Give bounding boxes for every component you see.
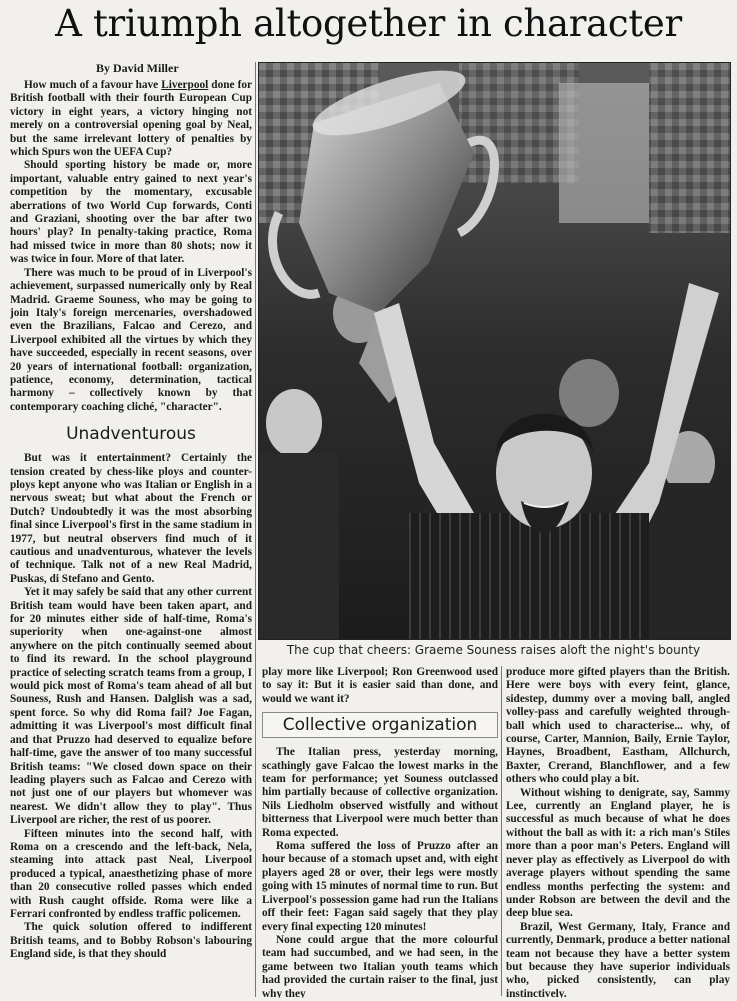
paragraph: But was it entertainment? Certainly the tension created by chess-like ploys and counter-ploys kept anyone who was Italian or English in a nervous sweat; but what about the French or Dutch? Undoubtedly it was the most absorbing final since Liverpool's first in the same stadium in 1977, but neutral observers find much of it cautious and unadventurous, whatever the levels of technique. Talk not of a new Real Madrid, Puskas, di Stefano and Gento. <box>10 452 252 585</box>
paragraph: Fifteen minutes into the second half, with Roma on a crescendo and the left-back, Nela, steaming into attack past Neal, Liverpool produced a typical, anaesthetizing phase of more than 20 consecutive rolled passes which ended with Rush caught offside. Roma were like a Ferrari confronted by endless traffic policemen. <box>10 827 252 920</box>
photo-illustration <box>259 63 730 639</box>
paragraph: Without wishing to denigrate, say, Sammy Lee, currently an England player, he is successful as much because of what he does without the ball as with it: a rich man's Stiles more than a poor man's Peters. England will never play as effectively as Liverpool do with average players without spending the same endless months perfecting the system: and under Robson are between the devil and the deep blue sea. <box>506 786 730 920</box>
text-run: done for British football with their fourth European Cup victory in eight years, a victory hinging not merely on a controversial opening goal by Neal, but the same irrelevant lottery of penalties by which Spurs won the UEFA Cup? <box>10 79 252 159</box>
liverpool-underlined: Liverpool <box>161 79 209 91</box>
article-column-1 <box>10 75 252 995</box>
paragraph: Should sporting history be made or, more important, valuable entry gained to next year's competition by the momentary, excusable aberrations of two World Cup forwards, Conti and Graziani, shooting over the bar after two hours' play? In penalty-taking practice, Roma had missed twice in more than 80 shots; now it was twice in four. More of that later. <box>10 159 252 266</box>
paragraph: play more like Liverpool; Ron Greenwood used to say it: But it is easier said than done, and would we want it? <box>262 666 498 705</box>
paragraph: produce more gifted players than the British. Here were boys with every feint, glance, sidestep, dummy over a moving ball, angled volley-pass and carefully weighted through-ball which used to characterise... why, of course, Carter, Mannion, Baily, Ernie Taylor, Haynes, Broadbent, Eastham, Allchurch, Baxter, Crerand, Blanchflower, and a few others who could play a bit. <box>506 666 730 786</box>
subheading-collective-organization: Collective organization <box>262 712 498 738</box>
celebration-photo <box>258 62 731 640</box>
column-rule <box>255 62 256 997</box>
photo-caption: The cup that cheers: Graeme Souness raises aloft the night's bounty <box>286 643 701 657</box>
byline: By David Miller <box>96 61 179 75</box>
paragraph: Roma suffered the loss of Pruzzo after an hour because of a stomach upset and, with eight players aged 28 or over, their legs were mostly going with 15 minutes of normal time to run. But Liverpool's possession game had run the Italians off their feet: Fagan said sagely that they play every final expecting 120 minutes! <box>262 840 498 933</box>
subheading-unadventurous: Unadventurous <box>66 424 196 445</box>
headline: A triumph altogether in character <box>55 2 682 45</box>
article-column-3 <box>506 666 730 998</box>
paragraph: The Italian press, yesterday morning, scathingly gave Falcao the lowest marks in the team for performance; yet Souness outclassed him partially because of collective organization. Nils Liedholm observed wistfully and without bitterness that Liverpool were much better than Roma expected. <box>262 746 498 839</box>
column-rule <box>501 666 502 996</box>
paragraph: There was much to be proud of in Liverpool's achievement, surpassed numerically only by Real Madrid. Graeme Souness, who may be going to join Italy's foreign mercenaries, overshadowed even the Brazilians, Falcao and Cerezo, and Liverpool exhibited all the virtues by which they have succeeded, especially in recent seasons, over 20 years of international football: organization, patience, economy, determination, tactical harmony – collectively known by that contemporary coaching cliché, "character". <box>10 266 252 413</box>
paragraph <box>10 79 252 159</box>
paragraph: The quick solution offered to indifferent British teams, and to Bobby Robson's labouring England side, is that they should <box>10 921 252 961</box>
article-column-2 <box>262 666 498 998</box>
text-run: How much of a favour have <box>24 79 162 91</box>
paragraph: Brazil, West Germany, Italy, France and currently, Denmark, produce a better national team not because they have a better system but because they have superior individuals who, picked consistently, can play instinctively. <box>506 920 730 998</box>
paragraph: None could argue that the more colourful team had succumbed, and we had seen, in the game between two Italian youth teams which had provided the curtain raiser to the final, just why they <box>262 933 498 998</box>
paragraph: Yet it may safely be said that any other current British team would have been taken apart, and for 20 minutes either side of half-time, Roma's superiority when one-against-one almost anywhere on the pitch continually seemed about to find its reward. In the school playground practice of selecting scratch teams from a group, I would pick most of Roma's team ahead of all but Souness, Rush and Hansen. Dalglish was a sad, spent force. So why did Roma fail? Joe Fagan, admitting it was Liverpool's most difficult final and that Pruzzo had deserved to equalize before half-time, gave the answer of too many successful British teams: "We closed down space on their leading players such as Falcao and Cerezo with not just one of our players but whomever was nearest. We didn't allow they to play". Thus Liverpool are richer, the rest of us poorer. <box>10 586 252 827</box>
